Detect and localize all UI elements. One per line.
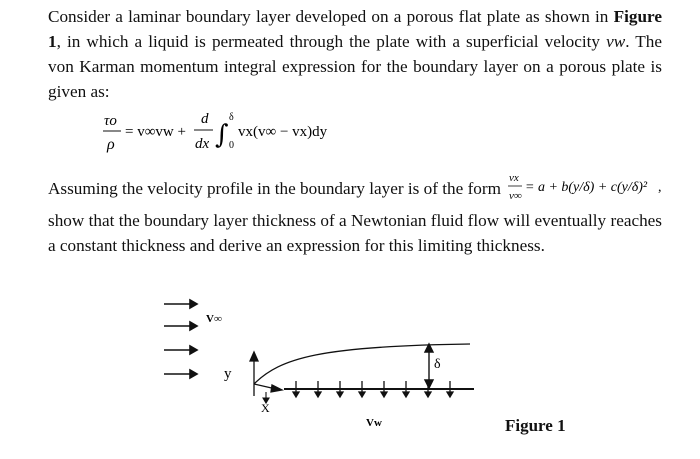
eq2-rhs: = a + b(y/δ) + c(y/δ)² (525, 180, 648, 195)
x-axis (254, 384, 282, 392)
momentum-integral-equation (101, 110, 361, 155)
freestream-arrows (164, 300, 197, 378)
figure-caption: Figure 1 (505, 416, 566, 435)
eq1-lhs-numerator: τo (104, 113, 117, 129)
y-axis-label: y (224, 366, 232, 382)
eq1-deriv-numerator: d (201, 111, 209, 127)
intro-text-a: Consider a laminar boundary layer developed on a porous flat plate as shown in (48, 7, 614, 26)
porous-plate-figure (150, 288, 490, 438)
eq2-lhs-numerator: vx (509, 172, 519, 184)
eq2-lhs-denominator: v∞ (509, 190, 522, 202)
vw-label: Vw (366, 417, 382, 429)
x-axis-label: X (261, 401, 270, 415)
eq2-trailing-comma: , (658, 180, 662, 195)
eq1-lhs-denominator: ρ (107, 136, 115, 153)
thickness-indicator (425, 344, 433, 388)
assumption-line: Assuming the velocity profile in the boundary layer is of the form (48, 179, 501, 198)
y-axis (250, 352, 258, 396)
intro-text-b: , in which a liquid is permeated through the plate with a superficial velocity (56, 32, 607, 51)
integral-sign: ∫ (215, 120, 229, 150)
delta-label: δ (434, 357, 441, 372)
problem-conclusion: show that the boundary layer thickness of a Newtonian fluid flow will eventually reaches a constant thickness and derive an expression for this limiting thickness. (48, 211, 662, 255)
velocity-profile-equation (508, 168, 663, 208)
figure-reference: Figure 1 (48, 7, 662, 51)
problem-intro (48, 4, 662, 104)
eq1-integrand: vx(v∞ − vx)dy (238, 124, 328, 140)
vinf-label: V∞ (206, 313, 222, 325)
eq1-term1: = v∞vw + (125, 124, 186, 140)
eq1-lower-limit: 0 (229, 140, 234, 151)
vw-symbol: vw (606, 32, 626, 51)
intro-text-c: . The von Karman momentum integral expression for the boundary layer on a porous plate is given as: (48, 32, 662, 101)
eq1-deriv-denominator: dx (195, 136, 210, 152)
eq1-upper-limit: δ (229, 112, 234, 123)
